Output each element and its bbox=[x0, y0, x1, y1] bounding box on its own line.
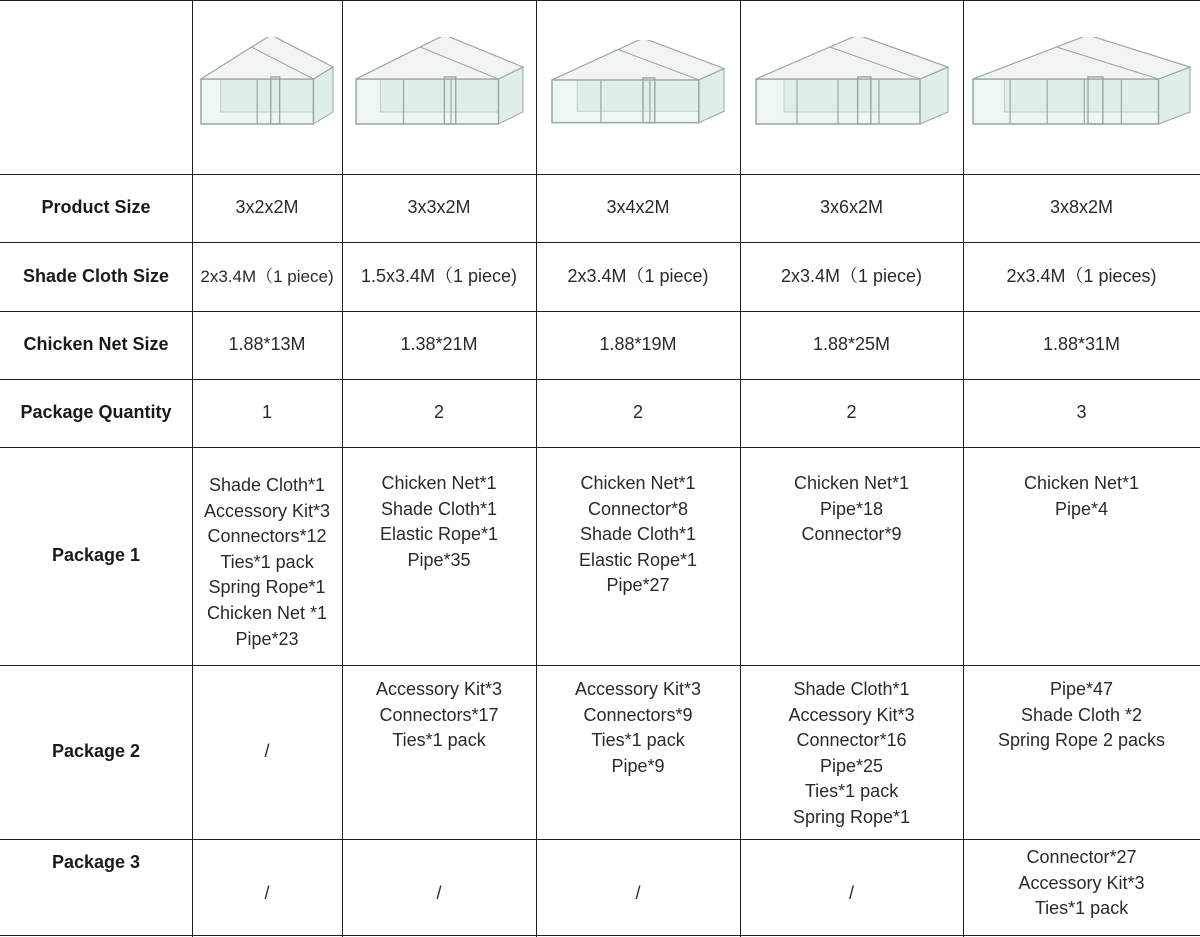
cell-pkg3-c3 bbox=[536, 839, 740, 937]
package-item: Pipe*4 bbox=[1054, 498, 1109, 519]
cell-shade-c5 bbox=[963, 242, 1200, 311]
package-item: Connector*16 bbox=[796, 730, 907, 751]
row-label-size: Product Size bbox=[41, 197, 151, 218]
value-shade: 2x3.4M（1 piece) bbox=[200, 266, 334, 286]
package-item: Accessory Kit*3 bbox=[574, 679, 702, 699]
package-item: Connectors*9 bbox=[583, 704, 693, 725]
package-item: Pipe*27 bbox=[606, 575, 670, 596]
package-item: Shade Cloth*1 bbox=[380, 498, 498, 519]
cell-net-c1 bbox=[192, 311, 342, 379]
cell-pkg1-c3 bbox=[536, 447, 740, 665]
cell-pkg1-c2 bbox=[342, 447, 536, 665]
package-item: Ties*1 pack bbox=[804, 781, 899, 802]
package-item: Chicken Net*1 bbox=[793, 473, 910, 493]
cell-shade-c3 bbox=[536, 242, 740, 311]
value-net: 1.38*21M bbox=[400, 334, 478, 355]
cell-size-c3 bbox=[536, 174, 740, 242]
cell-pkg2-c2 bbox=[342, 665, 536, 839]
package-item: Pipe*47 bbox=[1049, 679, 1114, 699]
cell-shade-c1 bbox=[192, 242, 342, 311]
package-item: Connector*8 bbox=[587, 498, 689, 519]
package-item: Spring Rope*1 bbox=[792, 806, 911, 827]
cell-size-c2 bbox=[342, 174, 536, 242]
cell-qty-c3 bbox=[536, 379, 740, 447]
value-shade: 2x3.4M（1 piece) bbox=[567, 265, 709, 286]
package-item: / bbox=[264, 883, 270, 904]
value-shade: 2x3.4M（1 pieces) bbox=[1006, 265, 1157, 286]
cell-pkg1-c1 bbox=[192, 447, 342, 665]
package-item: Ties*1 pack bbox=[591, 730, 685, 751]
package-item: Chicken Net*1 bbox=[1023, 473, 1140, 493]
value-qty: 2 bbox=[846, 402, 857, 423]
cell-size-c1 bbox=[192, 174, 342, 242]
value-size: 3x8x2M bbox=[1049, 197, 1114, 218]
package-item: Ties*1 pack bbox=[220, 551, 314, 572]
value-qty: 3 bbox=[1076, 402, 1087, 423]
package-item: Spring Rope 2 packs bbox=[997, 730, 1166, 751]
value-qty: 2 bbox=[632, 402, 643, 423]
cell-net-c3 bbox=[536, 311, 740, 379]
value-net: 1.88*13M bbox=[228, 334, 306, 355]
row-divider bbox=[0, 174, 1200, 175]
package-item: Elastic Rope*1 bbox=[379, 524, 499, 545]
cell-pkg3-c4 bbox=[740, 839, 963, 937]
package-item: Pipe*9 bbox=[611, 755, 665, 776]
package-item: / bbox=[635, 883, 641, 904]
cell-pkg2-c4 bbox=[740, 665, 963, 839]
row-divider bbox=[0, 839, 1200, 840]
package-item: Connector*9 bbox=[801, 524, 902, 545]
row-divider bbox=[0, 379, 1200, 380]
cell-pkg3-c2 bbox=[342, 839, 536, 937]
package-item: Chicken Net*1 bbox=[381, 473, 497, 493]
value-net: 1.88*19M bbox=[599, 334, 677, 355]
value-size: 3x6x2M bbox=[819, 197, 884, 218]
package-item: Pipe*18 bbox=[819, 498, 884, 519]
package-item: Spring Rope*1 bbox=[208, 577, 326, 598]
package-item: / bbox=[848, 883, 854, 904]
cell-pkg3-c5 bbox=[963, 839, 1200, 937]
package-item: Chicken Net *1 bbox=[206, 602, 328, 623]
row-label-net: Chicken Net Size bbox=[23, 334, 169, 355]
cell-net-c5 bbox=[963, 311, 1200, 379]
chicken-coop-3x8x2-icon bbox=[963, 0, 1200, 174]
package-item: Accessory Kit*3 bbox=[203, 500, 331, 521]
value-size: 3x3x2M bbox=[407, 197, 471, 218]
chicken-coop-3x4x2-icon bbox=[536, 0, 740, 174]
cell-net-c2 bbox=[342, 311, 536, 379]
value-shade: 1.5x3.4M（1 piece) bbox=[360, 265, 518, 286]
cell-qty-c5 bbox=[963, 379, 1200, 447]
cell-pkg3-c1 bbox=[192, 839, 342, 937]
package-item: Shade Cloth*1 bbox=[208, 475, 326, 495]
row-label-shade: Shade Cloth Size bbox=[22, 265, 170, 286]
cell-qty-c4 bbox=[740, 379, 963, 447]
package-item: Ties*1 pack bbox=[392, 730, 486, 751]
cell-pkg2-c3 bbox=[536, 665, 740, 839]
row-divider bbox=[0, 665, 1200, 666]
cell-pkg1-c4 bbox=[740, 447, 963, 665]
cell-pkg1-c5 bbox=[963, 447, 1200, 665]
package-item: Shade Cloth*1 bbox=[793, 679, 910, 699]
package-item: Shade Cloth*1 bbox=[579, 524, 697, 545]
package-item: Connectors*17 bbox=[379, 704, 499, 725]
package-item: Accessory Kit*3 bbox=[1018, 872, 1145, 893]
chicken-coop-3x6x2-icon bbox=[740, 0, 963, 174]
package-item: Connector*27 bbox=[1026, 847, 1137, 867]
cell-shade-c4 bbox=[740, 242, 963, 311]
package-item: Pipe*25 bbox=[819, 755, 884, 776]
cell-shade-c2 bbox=[342, 242, 536, 311]
cell-qty-c1 bbox=[192, 379, 342, 447]
cell-size-c5 bbox=[963, 174, 1200, 242]
cell-size-c4 bbox=[740, 174, 963, 242]
package-item: Pipe*23 bbox=[235, 628, 299, 649]
package-item: Elastic Rope*1 bbox=[578, 549, 698, 570]
value-net: 1.88*25M bbox=[812, 334, 891, 355]
package-item: Chicken Net*1 bbox=[580, 473, 696, 493]
row-divider bbox=[0, 311, 1200, 312]
row-divider bbox=[0, 447, 1200, 448]
row-divider bbox=[0, 242, 1200, 243]
value-size: 3x2x2M bbox=[235, 197, 299, 218]
package-item: Ties*1 pack bbox=[1034, 898, 1129, 919]
package-item: / bbox=[264, 741, 270, 762]
row-label-pkg3: Package 3 bbox=[51, 852, 141, 873]
cell-pkg2-c5 bbox=[963, 665, 1200, 839]
value-qty: 1 bbox=[261, 402, 272, 423]
package-item: Connectors*12 bbox=[207, 526, 327, 547]
value-size: 3x4x2M bbox=[606, 197, 670, 218]
package-item: Pipe*35 bbox=[407, 549, 471, 570]
package-item: Accessory Kit*3 bbox=[375, 679, 503, 699]
row-divider bbox=[0, 935, 1200, 936]
cell-pkg2-c1 bbox=[192, 665, 342, 839]
package-item: / bbox=[436, 883, 442, 904]
cell-net-c4 bbox=[740, 311, 963, 379]
row-label-pkg1: Package 1 bbox=[51, 545, 141, 566]
package-item: Shade Cloth *2 bbox=[1020, 704, 1143, 725]
chicken-coop-3x3x2-icon bbox=[342, 0, 536, 174]
cell-qty-c2 bbox=[342, 379, 536, 447]
package-item: Accessory Kit*3 bbox=[788, 704, 915, 725]
value-qty: 2 bbox=[433, 402, 444, 423]
value-net: 1.88*31M bbox=[1042, 334, 1121, 355]
row-label-qty: Package Quantity bbox=[20, 402, 172, 423]
row-label-pkg2: Package 2 bbox=[51, 741, 141, 762]
chicken-coop-3x2x2-icon bbox=[192, 0, 342, 174]
value-shade: 2x3.4M（1 piece) bbox=[780, 265, 923, 286]
